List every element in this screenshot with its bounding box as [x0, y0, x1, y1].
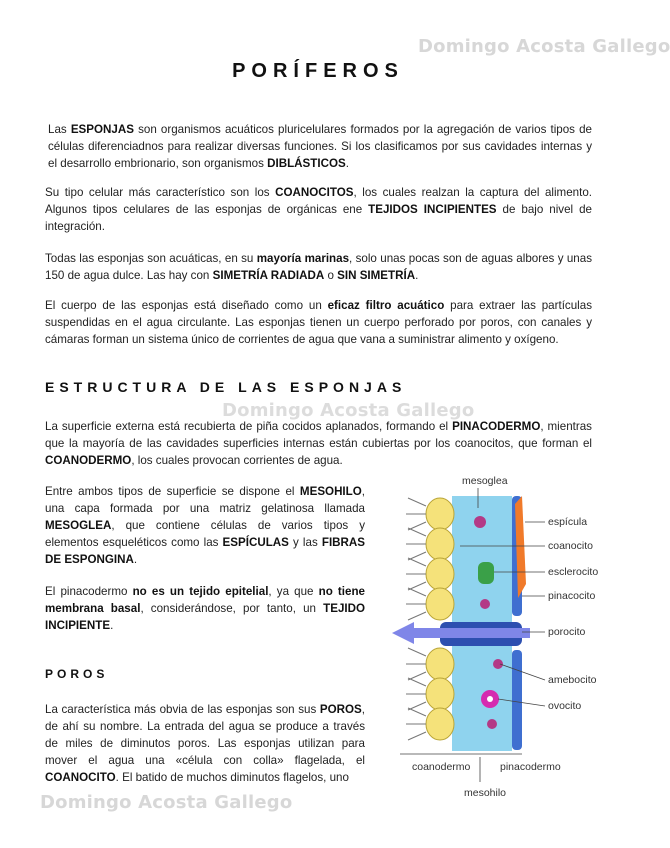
label-porocito: porocito [548, 626, 586, 638]
amebocito [493, 659, 503, 669]
intro-paragraph-4: El cuerpo de las esponjas está diseñado como un eficaz filtro acuático para extraer las partículas suspendidas en el agua circulante. Las esponjas tienen un cuerpo perforado por poros, con canales y cámaras forman un sistema único de corrientes de agua que vana a suministrar alimento y oxígeno. [45, 299, 592, 346]
label-pinacodermo: pinacodermo [500, 761, 561, 773]
coanocito-cell [426, 648, 454, 680]
coanocito-cells [426, 498, 454, 740]
label-espicula: espícula [548, 516, 588, 528]
coanocito-cell [426, 588, 454, 620]
label-mesoglea: mesoglea [462, 475, 508, 487]
section-heading-estructura: ESTRUCTURA DE LAS ESPONJAS [45, 379, 407, 395]
amebocito [474, 516, 486, 528]
label-ovocito: ovocito [548, 700, 582, 712]
label-pinacocito: pinacocito [548, 590, 596, 602]
watermark-middle: Domingo Acosta Gallego [222, 400, 475, 421]
coanocito-cell [426, 498, 454, 530]
coanocito-cell [426, 708, 454, 740]
page-title: PORÍFEROS [232, 60, 404, 82]
poros-paragraph-1: La característica más obvia de las esponjas son sus POROS, de ahí su nombre. La entrada del agua se produce a través de miles de diminutos poros. Las esponjas utilizan para mover el agua una «célula con colla» flagelada, el COANOCITO. El batido de muchos diminutos flagelos, uno [45, 703, 365, 784]
watermark-bottom: Domingo Acosta Gallego [40, 792, 293, 813]
estructura-paragraph-3: El pinacodermo no es un tejido epitelial, ya que no tiene membrana basal, considerándose, por tanto, un TEJIDO INCIPIENTE. [45, 585, 365, 632]
sponge-wall-diagram [380, 474, 612, 814]
pinacocito-cell [512, 650, 522, 750]
intro-paragraph-2: Su tipo celular más característico son los COANOCITOS, los cuales realzan la captura del alimento. Algunos tipos celulares de las esponjas de orgánicas ene TEJIDOS INCIPIENTES de bajo nivel de integración. [45, 186, 592, 233]
estructura-paragraph-1: La superficie externa está recubierta de piña cocidos aplanados, formando el PINACODERMO, mientras que la mayoría de las cavidades superficies internas están cubiertas por los coanocitos, que forman el COANODERMO, los cuales provocan corrientes de agua. [45, 420, 592, 467]
intro-paragraph-3: Todas las esponjas son acuáticas, en su mayoría marinas, solo unas pocas son de aguas albores y unas 150 de agua dulce. Las hay con SIMETRÍA RADIADA o SIN SIMETRÍA. [45, 252, 592, 282]
label-coanocito: coanocito [548, 540, 593, 552]
label-amebocito: amebocito [548, 674, 597, 686]
estructura-paragraph-2: Entre ambos tipos de superficie se dispone el MESOHILO, una capa formada por una matriz gelatinosa llamada MESOGLEA, que contiene células de varios tipos y elementos esqueléticos como las ESPÍCULAS y las FIBRAS DE ESPONGINA. [45, 485, 366, 566]
amebocito [480, 599, 490, 609]
coanocito-collars [406, 498, 426, 740]
esclerocito [478, 562, 494, 584]
amebocito [487, 719, 497, 729]
coanocito-cell [426, 678, 454, 710]
section-heading-poros: POROS [45, 667, 109, 681]
label-mesohilo: mesohilo [464, 787, 507, 799]
label-esclerocito: esclerocito [548, 566, 599, 578]
coanocito-cell [426, 528, 454, 560]
label-coanodermo: coanodermo [412, 761, 471, 773]
coanocito-cell [426, 558, 454, 590]
watermark-top: Domingo Acosta Gallego [418, 36, 670, 57]
intro-paragraph-1: Las ESPONJAS son organismos acuáticos pluricelulares formados por la agregación de varios tipos de células diferenciadnos para realizar diversas funciones. Si los clasificamos por sus cavidades internas y el desarrollo embrionario, son organismos DIBLÁSTICOS. [48, 123, 592, 170]
